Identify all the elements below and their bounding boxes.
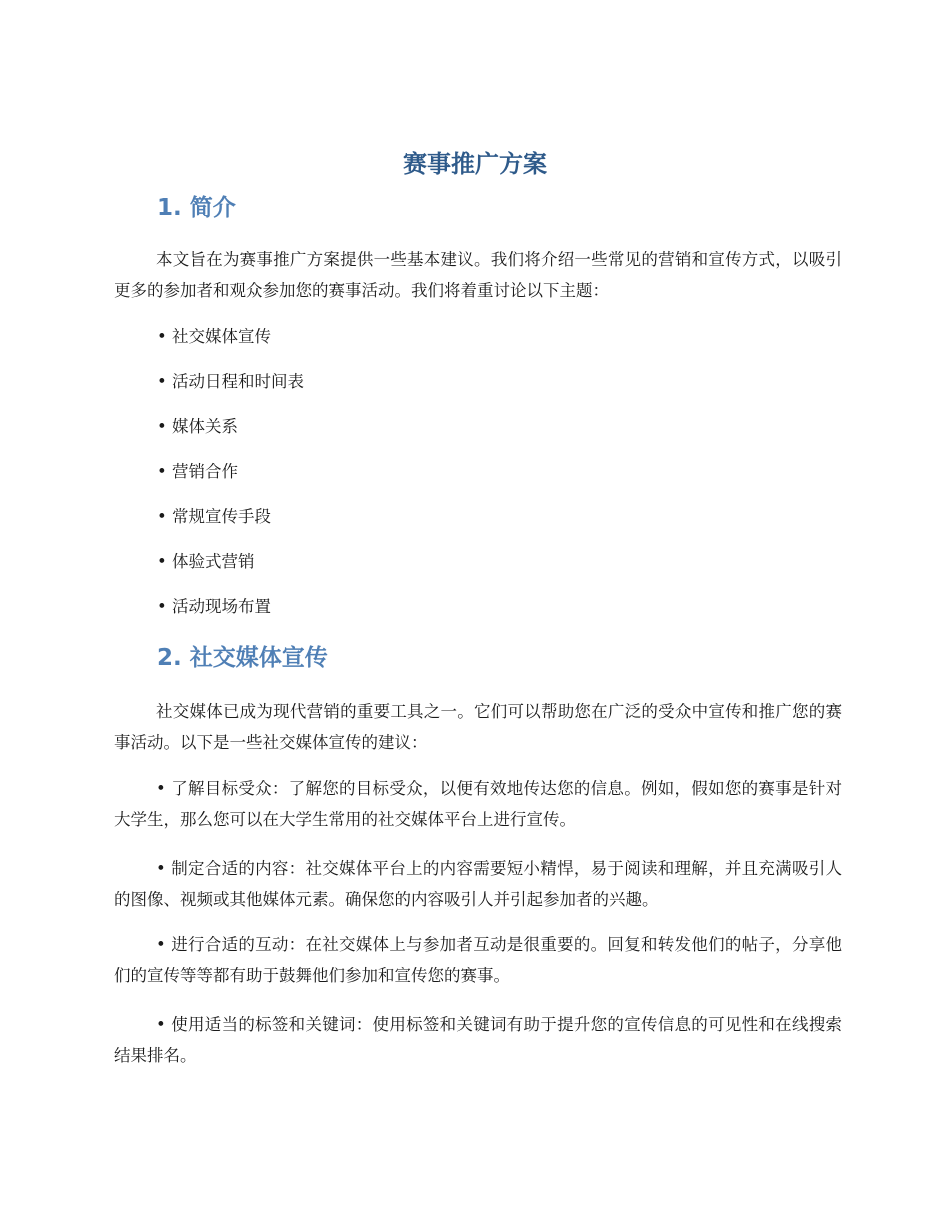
intro-paragraph: 本文旨在为赛事推广方案提供一些基本建议。我们将介绍一些常见的营销和宣传方式，以吸引更多的参加者和观众参加您的赛事活动。我们将着重讨论以下主题： (114, 250, 842, 300)
list-item: • 常规宣传手段 (157, 507, 271, 526)
list-item: • 体验式营销 (157, 552, 255, 571)
section-heading-social-media: 2. 社交媒体宣传 (157, 645, 328, 671)
page-title: 赛事推广方案 (403, 150, 547, 178)
list-item: • 活动现场布置 (157, 597, 271, 616)
list-item: • 活动日程和时间表 (157, 372, 304, 391)
list-item: • 使用适当的标签和关键词：使用标签和关键词有助于提升您的宣传信息的可见性和在线搜索结果排名。 (114, 1015, 842, 1065)
list-item: • 社交媒体宣传 (157, 327, 271, 346)
list-item: • 媒体关系 (157, 417, 238, 436)
list-item: • 制定合适的内容：社交媒体平台上的内容需要短小精悍，易于阅读和理解，并且充满吸引人的图像、视频或其他媒体元素。确保您的内容吸引人并引起参加者的兴趣。 (114, 859, 842, 909)
list-item: • 营销合作 (157, 462, 238, 481)
list-item: • 了解目标受众：了解您的目标受众，以便有效地传达您的信息。例如，假如您的赛事是针对大学生，那么您可以在大学生常用的社交媒体平台上进行宣传。 (114, 779, 842, 829)
list-item: • 进行合适的互动：在社交媒体上与参加者互动是很重要的。回复和转发他们的帖子，分享他们的宣传等等都有助于鼓舞他们参加和宣传您的赛事。 (114, 935, 842, 985)
section-heading-intro: 1. 简介 (157, 195, 236, 221)
social-media-paragraph: 社交媒体已成为现代营销的重要工具之一。它们可以帮助您在广泛的受众中宣传和推广您的赛事活动。以下是一些社交媒体宣传的建议： (114, 702, 842, 752)
